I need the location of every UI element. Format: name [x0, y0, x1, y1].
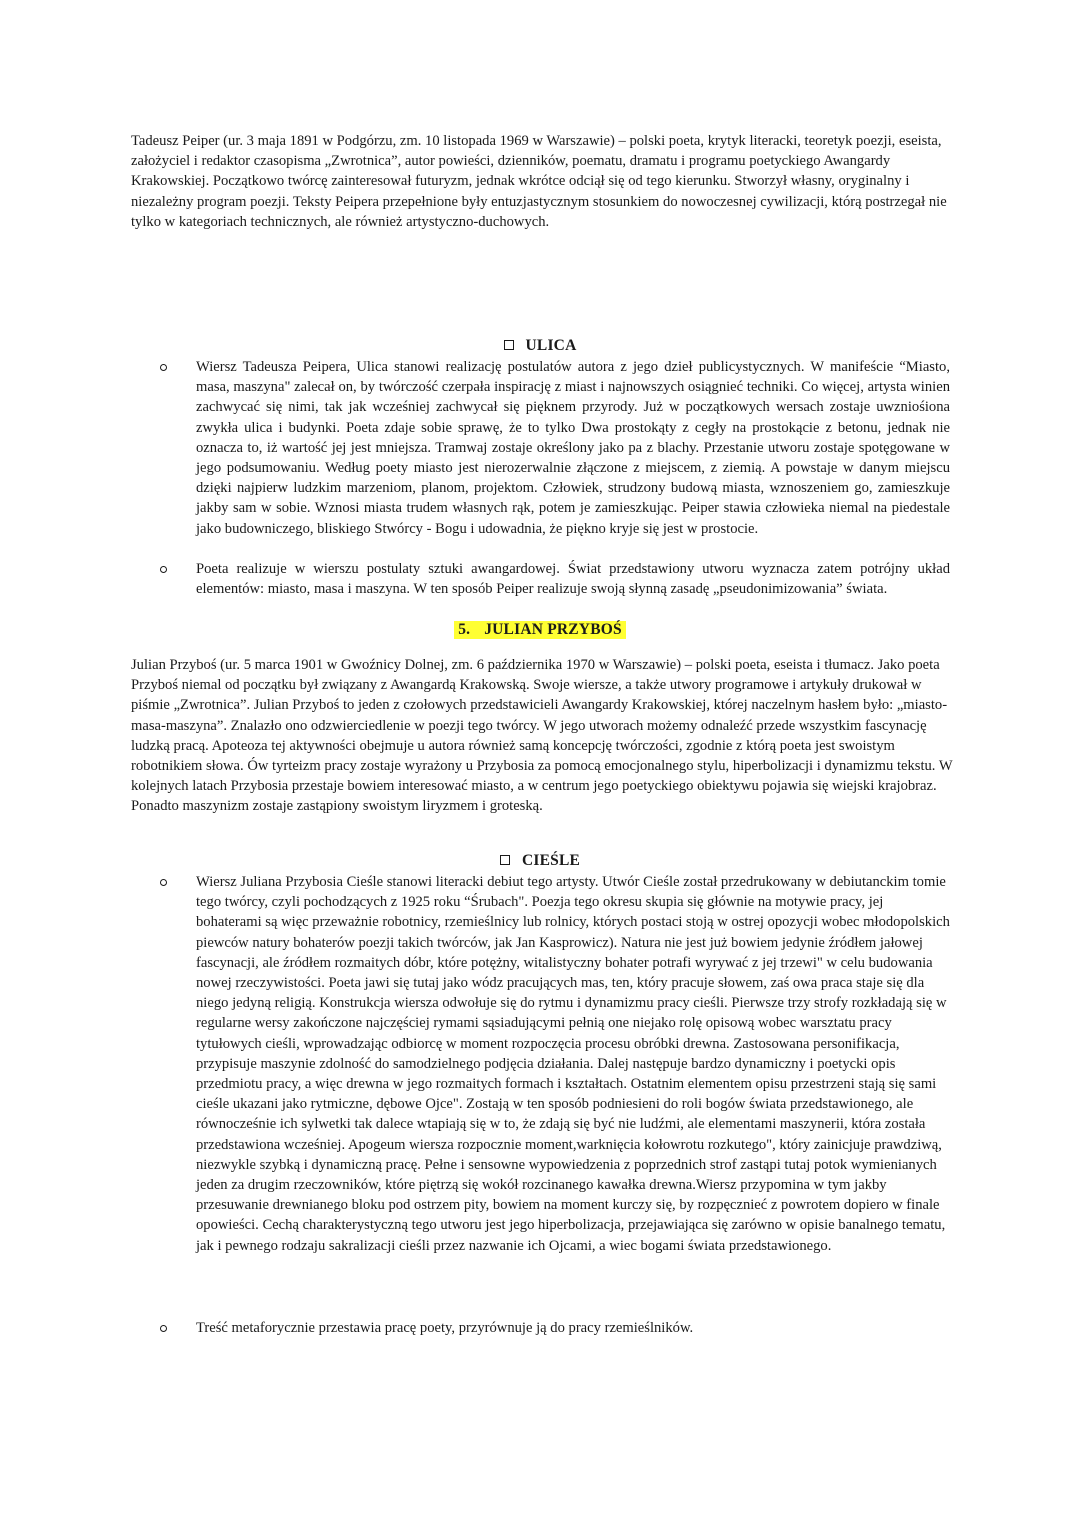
hollow-circle-bullet-icon	[160, 879, 167, 886]
ulica-heading	[0, 336, 1080, 356]
ulica-bullet-2-text: Poeta realizuje w wierszu postulaty sztuki awangardowej. Świat przedstawiony utworu wyznacza zatem potrójny układ elementów: miasto, masa i maszyna. W ten sposób Peiper realizuje swoją słynną zasadę „pseudonimizowania” świata.	[196, 561, 950, 598]
hollow-circle-bullet-icon	[160, 364, 167, 371]
hollow-circle-bullet-icon	[160, 566, 167, 573]
section-number: 5.	[458, 621, 471, 638]
ciesle-bullet-1	[160, 872, 950, 1256]
ulica-bullet-1-text: Wiersz Tadeusza Peipera, Ulica stanowi realizację postulatów autora z jego dzieł publicystycznych. W manifeście “Miasto, masa, maszyna" zalecał on, by twórczość czerpała inspirację z miast i najnowszych osiągnieć techniki. Co więcej, artysta winien zachwycać się nimi, tak jak wcześniej zachwycał się pięknem przyrody. Już w początkowych wersach zostaje uwzniośiona zwykła ulica i budynki. Poeta zdaje sobie sprawę, że to tylko Dwa prostokąty z cegły na prostokącie z betonu, jednak nie oznacza to, iż wartość jej jest mniejsza. Tramwaj zostaje określony jako pa z blachy. Przestanie utworu zostaje spotęgowane w jego podsumowaniu. Według poety miasto jest nierozerwalnie złączone z miejscem, z ziemią. A powstaje w danym miejscu dzięki najpierw ludzkim marzeniom, planom, projektom. Człowiek, strudzony budową miasta, wznoszeniem go, zamieszkuje jakby sam w sobie. Wznosi miasta trudem własnych rąk, potem je zamieszkując. Peiper stawia człowieka niemal na piedestale jako budowniczego, bliskiego Stwórcy - Bogu i udowadnia, że piękno kryje się jest w prostocie.	[196, 359, 950, 537]
peiper-bio-paragraph: Tadeusz Peiper (ur. 3 maja 1891 w Podgórzu, zm. 10 listopada 1969 w Warszawie) – polski poeta, krytyk literacki, teoretyk poezji, eseista, założyciel i redaktor czasopisma „Zwrotnica”, autor powieści, dzienników, poematu, dramatu i programu poetyckiego Awangardy Krakowskiej. Początkowo twórcę zainteresował futuryzm, jednak wkrótce odciął się od tego kierunku. Stworzył własny, oryginalny i niezależny program poezji. Teksty Peipera przepełnione były entuzjastycznym stosunkiem do nowoczesnej cywilizacji, którą postrzegał nie tylko w kategoriach technicznych, ale również artystyczno-duchowych.	[131, 133, 947, 230]
ciesle-heading-text: CIEŚLE	[521, 852, 581, 869]
przybos-bio-paragraph: Julian Przyboś (ur. 5 marca 1901 w Gwoźnicy Dolnej, zm. 6 października 1970 w Warszawie) – polski poeta, eseista i tłumacz. Jako poeta Przyboś niemal od początku był związany z Awangardą Krakowską. Swoje wiersze, a także utwory programowe i artykuły drukował w piśmie „Zwrotnica”. Julian Przyboś to jeden z czołowych przedstawicieli Awangardy Krakowskiej, której naczelnym hasłem było: „miasto-masa-maszyna”. Znalazło ono odzwierciedlenie w poezji tego twórcy. W jego utworach możemy odnaleźć przede wszystkim fascynację ludzką pracą. Apoteoza tej aktywności obejmuje u autora również samą koncepcję twórczości, zgodnie z którą poeta jest swoistym robotnikiem słowa. Ów tyrteizm pracy zostaje wyrażony u Przybosia za pomocą emocjonalnego stylu, hiperbolizacji i dynamizmu tekstu. W kolejnych latach Przybosia przestaje bowiem interesować miasto, a w centrum jego poetyckiego obiektywu pojawia się wiejski krajobraz. Ponadto maszynizm zostaje zastąpiony swoistym liryzmem i groteską.	[131, 657, 953, 815]
checkbox-square-icon	[504, 340, 514, 350]
ciesle-bullet-2	[160, 1318, 950, 1338]
ciesle-bullet-1-text: Wiersz Juliana Przybosia Cieśle stanowi literacki debiut tego artysty. Utwór Cieśle został przedrukowany w debiutanckim tomie tego twórcy, czyli pochodzących z 1925 roku “Śrubach". Poezja tego okresu skupia się głównie na motywie pracy, jej bohaterami są więc przeważnie robotnicy, rzemieślnicy lub rolnicy, których postaci stoją w ostrej opozycji wobec młodopolskich piewców natury bohaterów poezji takich twórców, jak Jan Kasprowicz). Natura nie jest już bowiem jedynie źródłem jałowej fascynacji, ale źródłem rozmaitych dóbr, które potężny, witalistyczny bohater potrafi wyrywać z jej trzewi" w celu budowania nowej rzeczywistości. Poeta jawi się tutaj jako wódz pracujących mas, ten, który pracuje słowem, zaś owa praca staje się dla niego jedyną religią. Konstrukcja wiersza odwołuje się do rytmu i dynamizmu pracy cieśli. Pierwsze trzy strofy rozkładają się w regularne wersy zakończone najczęściej rymami sąsiadującymi pełnią one niejako rolę opisową wobec warsztatu pracy tytułowych cieśli, wprowadzając odbiorcę w moment rozpoczęcia procesu obróbki drewna. Zastosowana personifikacja, przypisuje maszynie zdolność do samodzielnego podjęcia działania. Dalej następuje bardzo dynamiczny i poetycki opis przedmiotu pracy, a więc drewna w jego rozmaitych formach i kształtach. Ostatnim elementem opisu przestrzeni stają się sami cieśle ukazani jako rytmiczne, dębowe Ojce". Zostają w ten sposób podniesieni do roli bogów świata przedstawionego, ale równocześnie ich sylwetki tak dalece wtapiają się w to, że zdają się być nie ludźmi, ale elementami maszynerii, która została przedstawiona wcześniej. Apogeum wiersza rozpocznie moment,warknięcia kołowrotu rozkutego", który zainicjuje prawdziwą, niezwykle szybką i dynamiczną pracę. Pełne i sensowne wypowiedzenia z poprzednich strof zastąpi tutaj potok wymienianych jeden za drugim rzeczowników, które piętrzą się wokół rozcinanego kawałka drewna.Wiersz przypomina w tym jakby przesuwanie drewnianego bloku pod ostrzem pity, bowiem na moment kurczy się, by rozpęcznieć z powrotem dopiero w finale opowieści. Cechą charakterystyczną tego utworu jest jego hiperbolizacja, przejawiająca się zarówno w opisie banalnego tematu, jak i pewnego rodzaju sakralizacji cieśli przez nazwanie ich Ojcami, a wiec bogami świata przedstawionego.	[196, 874, 950, 1254]
highlighted-section-title	[454, 621, 626, 639]
ciesle-heading	[0, 851, 1080, 871]
ulica-bullet-1	[160, 357, 950, 539]
section-title: JULIAN PRZYBOŚ	[484, 621, 622, 638]
section-5-heading	[0, 620, 1080, 640]
hollow-circle-bullet-icon	[160, 1325, 167, 1332]
ulica-heading-text: ULICA	[525, 337, 577, 354]
ulica-bullet-2	[160, 559, 950, 599]
ciesle-bullet-2-text: Treść metaforycznie przestawia pracę poety, przyrównuje ją do pracy rzemieślników.	[196, 1320, 694, 1336]
checkbox-square-icon	[500, 855, 510, 865]
